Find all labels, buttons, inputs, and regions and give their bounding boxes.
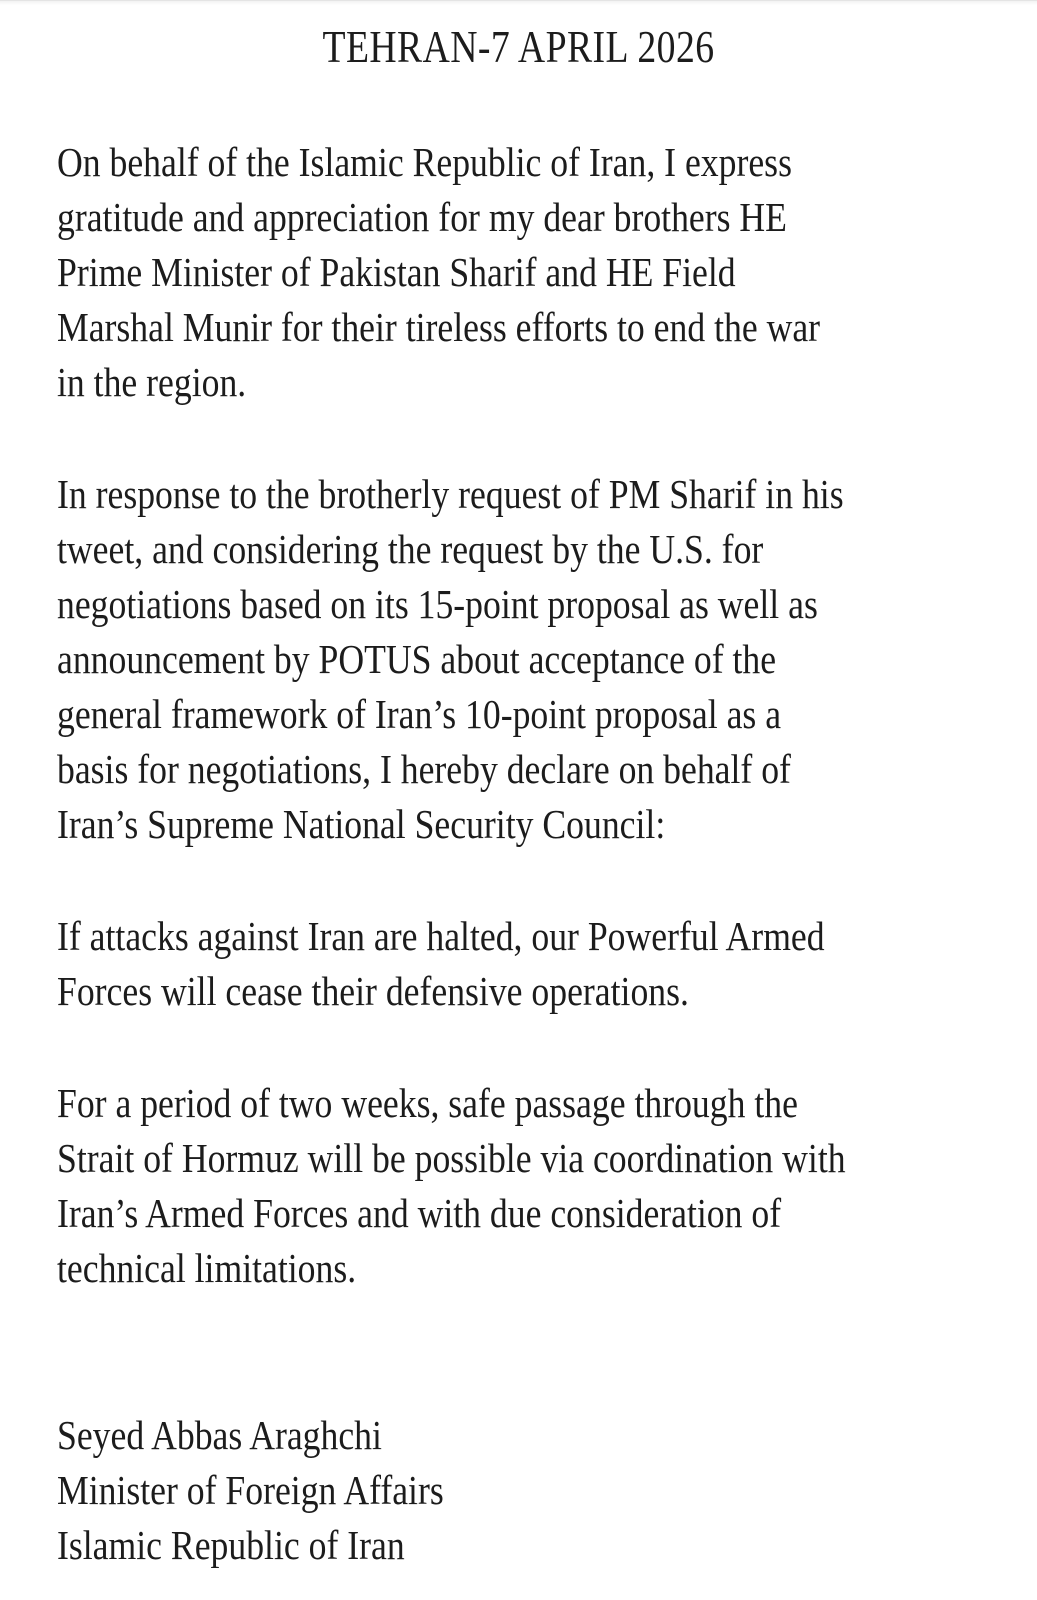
text-line: basis for negotiations, I hereby declare on behalf of — [57, 746, 791, 792]
text-line: For a period of two weeks, safe passage through the — [57, 1080, 798, 1126]
signatory-country: Islamic Republic of Iran — [57, 1522, 405, 1568]
text-line: announcement by POTUS about acceptance of the — [57, 636, 777, 682]
text-line: technical limitations. — [57, 1245, 357, 1291]
text-line: Marshal Munir for their tireless efforts to end the war — [57, 304, 821, 350]
text-line: Iran’s Armed Forces and with due consideration of — [57, 1190, 782, 1236]
letter-document — [0, 5, 1037, 1573]
signatory-title: Minister of Foreign Affairs — [57, 1467, 444, 1513]
dateline: TEHRAN-7 APRIL 2026 — [322, 21, 715, 72]
paragraph — [57, 135, 1007, 410]
signature-block — [57, 1408, 1007, 1573]
text-line: On behalf of the Islamic Republic of Iran, I express — [57, 139, 792, 185]
text-line: gratitude and appreciation for my dear brothers HE — [57, 194, 787, 240]
text-line: Prime Minister of Pakistan Sharif and HE Field — [57, 249, 736, 295]
text-line: Strait of Hormuz will be possible via coordination with — [57, 1135, 846, 1181]
text-line: Forces will cease their defensive operations. — [57, 968, 689, 1014]
text-line: Iran’s Supreme National Security Council: — [57, 801, 666, 847]
text-line: negotiations based on its 15-point proposal as well as — [57, 581, 818, 627]
paragraph — [57, 909, 1007, 1019]
letter-body — [57, 135, 1007, 1296]
signatory-name: Seyed Abbas Araghchi — [57, 1412, 382, 1458]
text-line: If attacks against Iran are halted, our Powerful Armed — [57, 913, 825, 959]
text-line: tweet, and considering the request by the U.S. for — [57, 526, 764, 572]
text-line: In response to the brotherly request of PM Sharif in his — [57, 471, 844, 517]
text-line: in the region. — [57, 359, 247, 405]
paragraph — [57, 1076, 1007, 1296]
text-line: general framework of Iran’s 10-point proposal as a — [57, 691, 782, 737]
paragraph — [57, 467, 1007, 852]
